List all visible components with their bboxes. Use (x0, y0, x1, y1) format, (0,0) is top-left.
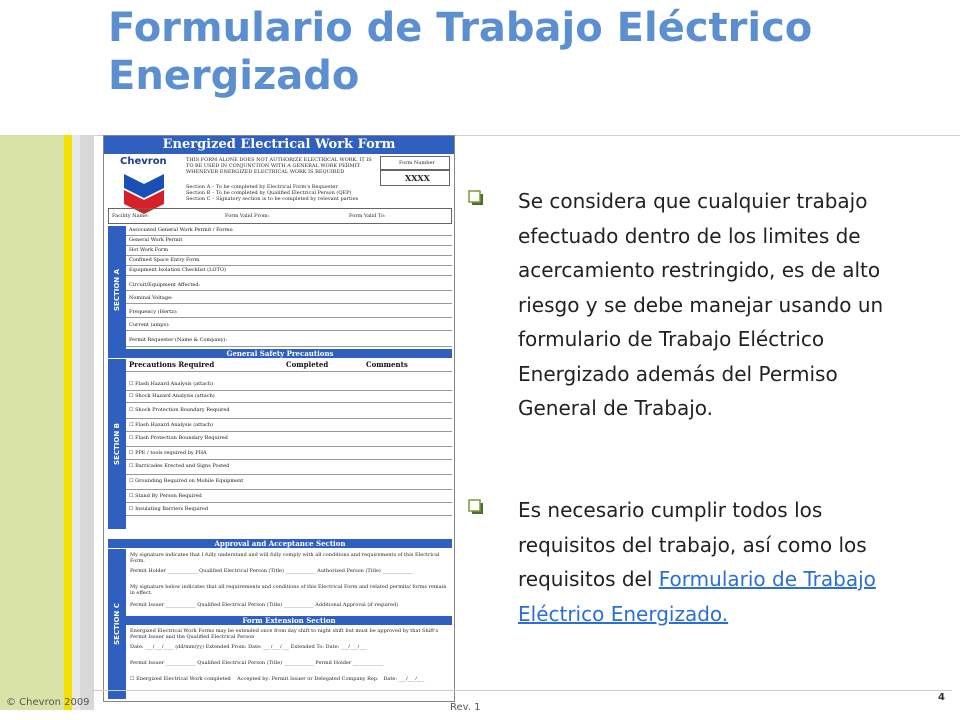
decor-bar-green (0, 135, 64, 710)
band-extension: Form Extension Section (126, 616, 452, 625)
precaution-item: Shock Hazard Analysis (attach) (135, 393, 215, 399)
precaution-item: Grounding Required on Mobile Equipment (135, 478, 244, 484)
form-row: Hot Work Form (126, 246, 452, 256)
decor-bar-grey (80, 135, 94, 710)
precaution-item: Stand By Person Required (135, 493, 202, 499)
form-row: Frequency (Hertz): (126, 308, 452, 318)
precaution-item: Flash Protection Boundary Required (135, 435, 228, 441)
bullet-text-2-plain: Es necesario cumplir todos los requisitos del trabajo, así como los requisitos del (518, 498, 867, 591)
bullet-text-1: Se considera que cualquier trabajo efectuado dentro de los limites de acercamiento restringido, es de alto riesgo y se debe manejar usando un formulario de Trabajo Eléctrico Energizado además del Permiso General de Trabajo. (518, 189, 884, 420)
comments-label: Comments (366, 360, 408, 369)
precaution-item: Flash Hazard Analysis (attach) (135, 422, 214, 428)
precaution-item: Insulating Barriers Required (135, 506, 209, 512)
facility-label: Facility Name: (112, 213, 149, 219)
slide-title: Formulario de Trabajo Eléctrico Energizado (108, 5, 813, 99)
section-c-tab: SECTION C (108, 549, 126, 699)
logo-text: Chevron (120, 156, 167, 167)
form-row: Nominal Voltage: (126, 294, 452, 304)
form-link[interactable]: Formulario de Trabajo Eléctrico Energizado. (518, 567, 876, 626)
precaution-item: PPE / tools required by FHA (135, 450, 207, 456)
decor-bar-yellow (64, 135, 72, 710)
energized-work-form-image: Energized Electrical Work Form Chevron THIS FORM ALONE DOES NOT AUTHORIZE ELECTRICAL WORK. IT IS TO BE USED IN CONJUNCTION WITH A GENERAL WORK PERMIT WHENEVER ENERGIZED ELECTRICAL WORK IS REQUIRED Form Number XXXX Section A – To be completed by Electrical Form's Requester Section B – To be completed by Qualified Electrical Person (QEP) Section C – Signatory section is to be completed by relevant parties Facility Name: Form Valid From: Form Valid To: SECTION A Associated General Work Permit / Forms: General Work Permit Hot Work Form Confined Space Entry Form Equipment Isolation Checklist (LOTO) Circuit/Equipment Affected: Nominal Voltage: Frequency (Hertz): Current (amps): Permit Requester (Name & Company): General Safety Precautions SECTION B Precautions Required Completed Comments ☐ Flash Hazard Analysis (attach) ☐ Shock Hazard Analysis (attach) ☐ Shock Protection Boundary Required ☐ Flash Hazard Analysis (attach) ☐ Flash Protection Boundary Required ☐ PPE / tools required by FHA ☐ Barricades Erected and Signs Posted ☐ Grounding Required on Mobile Equipment ☐ Stand By Person Required ☐ Insulating Barriers Required Approval and Acceptance Section SECTION C My signature indicates that I fully understand and will fully comply with all conditions and requirements of this Electrical Form. Permit Holder ____________ Qualified Electrical Person (Title) ____________ Authorized Person (Title) ____________ My signature below indicates that all requirements and conditions of this Electrical Form and related permits/ forms remain in effect. Permit Issuer ____________ Qualified Electrical Person (Title) ____________ Additional Approval (if required) Form Extension Section Energized Electrical Work Forms may be extended once from day shift to night shift but must be approved by that Shift's Permit Issuer and the Qualified Electrical Person Date: ___/___/____ (dd/mm/yy) Extended From: Date: ___/___/___ Extended To: Date: ___/___/___ Permit Issuer ____________ Qualified Electrical Person (Title) ____________ Permit Holder ____________ ☐ Energized Electrical Work completed Accepted by: Permit Issuer or Delegated Company Rep. Date: ___/___/___ (103, 135, 455, 702)
band-general-safety: General Safety Precautions (108, 349, 452, 358)
form-row: Circuit/Equipment Affected: (126, 281, 452, 291)
precaution-item: Flash Hazard Analysis (attach) (135, 381, 214, 387)
form-header: Energized Electrical Work Form (104, 136, 454, 154)
precaution-item: Shock Protection Boundary Required (135, 407, 230, 413)
checkbox-square-icon (468, 190, 484, 206)
footer-divider (92, 690, 952, 691)
revision-text: Rev. 1 (450, 702, 481, 713)
section-a-tab: SECTION A (108, 226, 126, 354)
section-b-tab: SECTION B (108, 359, 126, 529)
bullet-item-1 (468, 184, 908, 464)
form-number-label: Form Number (399, 160, 435, 166)
form-row: Confined Space Entry Form (126, 256, 452, 266)
copyright-text: © Chevron 2009 (6, 697, 90, 708)
completed-label: Completed (286, 360, 329, 369)
form-row: General Work Permit (126, 236, 452, 246)
valid-to-label: Form Valid To: (349, 213, 386, 219)
precaution-item: Barricades Erected and Signs Posted (135, 463, 230, 469)
form-row: Associated General Work Permit / Forms: (126, 226, 452, 236)
form-row: Current (amps): (126, 321, 452, 331)
form-row: Permit Requester (Name & Company): (126, 336, 452, 347)
band-approval: Approval and Acceptance Section (108, 539, 452, 548)
form-row: Equipment Isolation Checklist (LOTO) (126, 266, 452, 276)
precautions-label: Precautions Required (129, 360, 215, 369)
checkbox-square-icon (468, 499, 484, 515)
chevron-logo (114, 156, 174, 214)
decor-bar-grey-light (72, 135, 80, 710)
form-number-value: XXXX (405, 173, 430, 183)
valid-from-label: Form Valid From: (225, 213, 270, 219)
bullet-text-2 (518, 493, 918, 631)
bullet-item-2 (468, 493, 908, 633)
page-number: 4 (938, 692, 945, 703)
